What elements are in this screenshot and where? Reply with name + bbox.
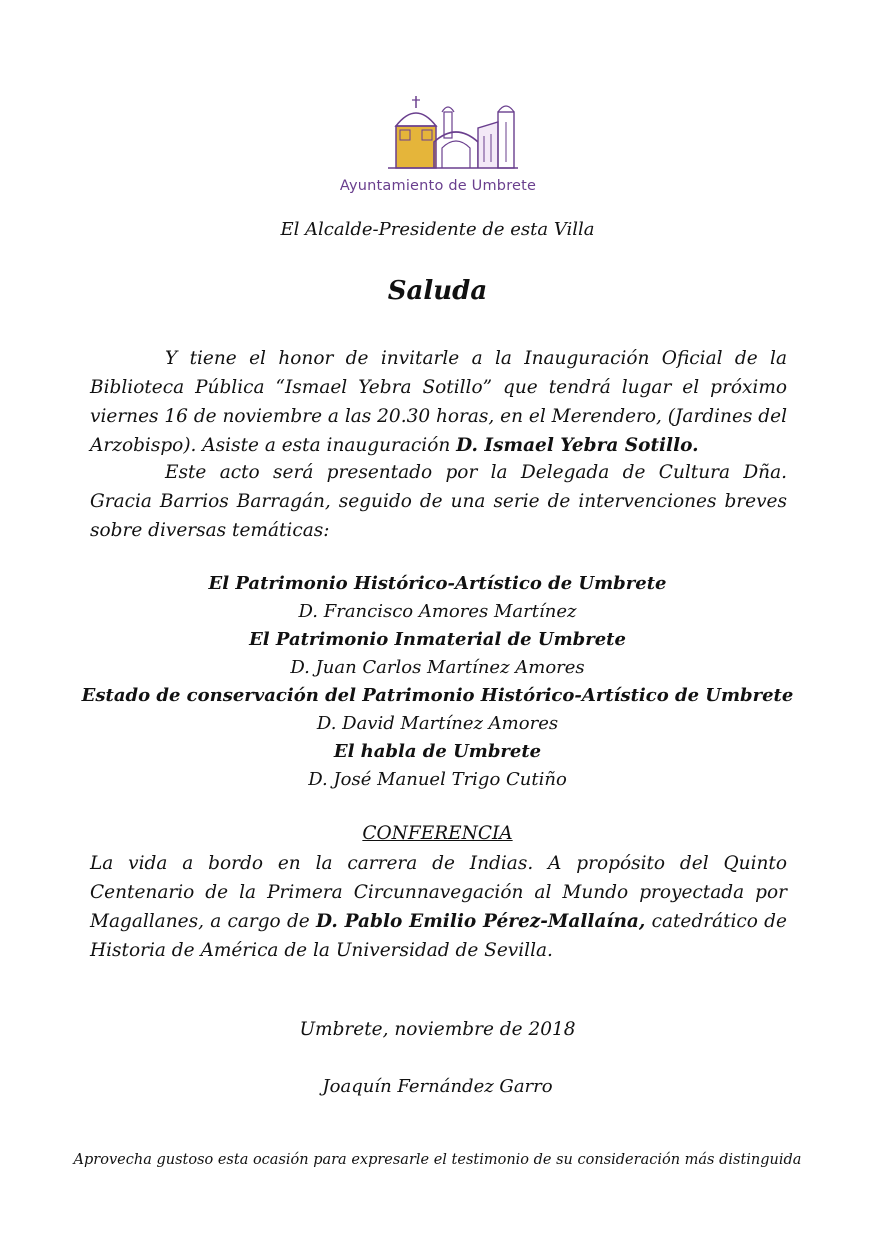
honoree-name: D. Ismael Yebra Sotillo. [456, 435, 699, 456]
conference-text-after: catedrático de Historia de América de la Universidad de Sevilla. [90, 911, 787, 961]
presentation-paragraph [90, 458, 787, 545]
conference-paragraph [90, 849, 787, 965]
municipal-logo [328, 92, 548, 204]
conference-text-before: La vida a bordo en la carrera de Indias. A propósito del Quinto Centenario de la Primera Circunnavegación al Mundo proyectada por Magallanes, a cargo de [90, 853, 787, 932]
program-speaker: D. Francisco Amores Martínez [298, 601, 577, 622]
program-speaker: D. David Martínez Amores [316, 713, 559, 734]
lecturer-name: D. Pablo Emilio Pérez-Mallaína, [315, 911, 646, 932]
program-topic: Estado de conservación del Patrimonio Histórico-Artístico de Umbrete [81, 685, 794, 706]
program-topic: El Patrimonio Histórico-Artístico de Umbrete [208, 573, 667, 594]
logo-caption: Ayuntamiento de Umbrete [339, 178, 537, 194]
invitation-text: Y tiene el honor de invitarle a la Inauguración Oficial de la Biblioteca Pública “Ismael Yebra Sotillo” que tendrá lugar el próximo viernes 16 de noviembre a las 20.30 horas, en el Merendero, (Jardines del Arzobispo). Asiste a esta inauguración [90, 348, 788, 456]
salutation-line: El Alcalde-Presidente de esta Villa [280, 219, 595, 240]
place-date: Umbrete, noviembre de 2018 [299, 1019, 576, 1040]
conference-heading: CONFERENCIA [362, 823, 513, 844]
program-topic: El habla de Umbrete [333, 741, 542, 762]
program-list [60, 570, 815, 794]
program-topic: El Patrimonio Inmaterial de Umbrete [249, 629, 626, 650]
program-speaker: D. José Manuel Trigo Cutiño [308, 769, 567, 790]
presentation-text: Este acto será presentado por la Delegada de Cultura Dña. Gracia Barrios Barragán, seguido de una serie de intervenciones breves sobre diversas temáticas: [90, 462, 787, 541]
town-hall-emblem-icon [348, 92, 528, 176]
signer-name: Joaquín Fernández Garro [322, 1076, 553, 1097]
closing-line: Aprovecha gustoso esta ocasión para expresarle el testimonio de su consideración más distinguida [73, 1152, 802, 1168]
program-speaker: D. Juan Carlos Martínez Amores [290, 657, 585, 678]
document-title: Saluda [387, 276, 488, 306]
invitation-paragraph [90, 344, 787, 460]
